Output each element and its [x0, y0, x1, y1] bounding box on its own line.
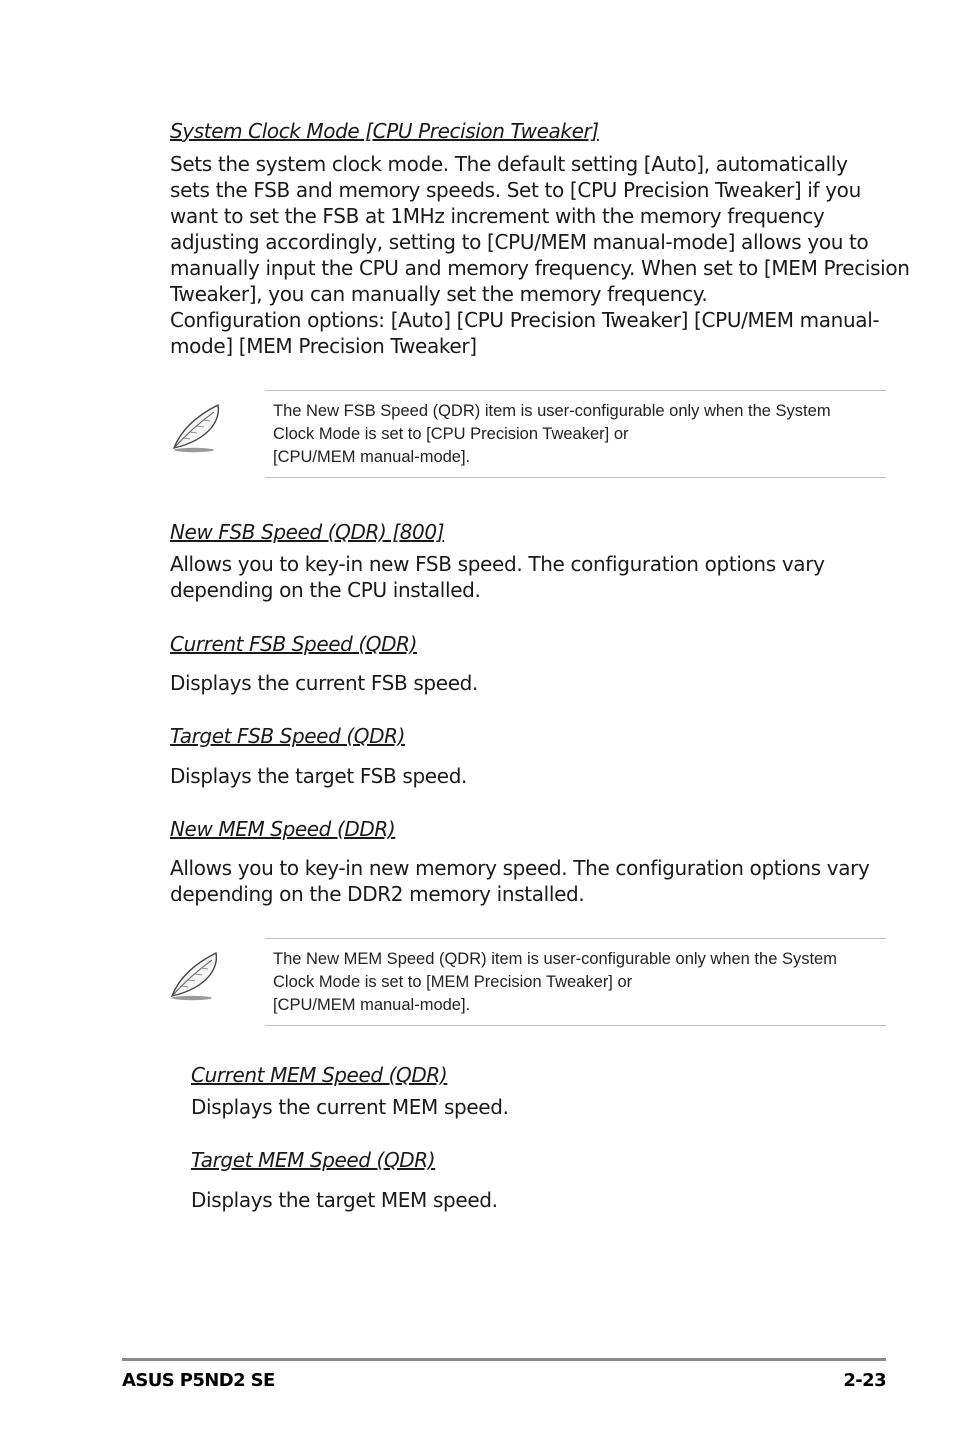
note-box-fsb — [265, 390, 886, 478]
note-text-fsb — [273, 400, 831, 469]
current-mem-speed-heading: Current MEM Speed (QDR) — [191, 1063, 448, 1087]
note-text-mem — [273, 948, 837, 1017]
feather-pen-note-icon — [168, 400, 228, 458]
current-fsb-speed-heading: Current FSB Speed (QDR) — [170, 632, 418, 656]
note-fsb-line-3: [CPU/MEM manual-mode]. — [273, 448, 471, 466]
new-fsb-speed-heading: New FSB Speed (QDR) [800] — [170, 520, 445, 544]
target-fsb-speed-description: Displays the target FSB speed. — [170, 764, 468, 788]
system-clock-line-8: mode] [MEM Precision Tweaker] — [170, 334, 477, 358]
system-clock-line-2: sets the FSB and memory speeds. Set to [CPU Precision Tweaker] if you — [170, 178, 861, 202]
system-clock-mode-description — [170, 151, 910, 359]
new-fsb-line-1: Allows you to key-in new FSB speed. The configuration options vary — [170, 552, 825, 576]
system-clock-line-7: Configuration options: [Auto] [CPU Precision Tweaker] [CPU/MEM manual- — [170, 308, 880, 332]
note-fsb-line-1: The New FSB Speed (QDR) item is user-configurable only when the System — [273, 402, 831, 420]
new-mem-speed-heading: New MEM Speed (DDR) — [170, 817, 396, 841]
system-clock-line-1: Sets the system clock mode. The default setting [Auto], automatically — [170, 152, 848, 176]
note-mem-line-1: The New MEM Speed (QDR) item is user-configurable only when the System — [273, 950, 837, 968]
feather-pen-note-icon — [166, 948, 226, 1006]
system-clock-line-6: Tweaker], you can manually set the memory frequency. — [170, 282, 708, 306]
footer-product-name: ASUS P5ND2 SE — [122, 1370, 275, 1391]
system-clock-line-3: want to set the FSB at 1MHz increment with the memory frequency — [170, 204, 825, 228]
footer-rule — [122, 1358, 886, 1361]
footer-page-number: 2-23 — [843, 1370, 886, 1391]
note-box-mem — [265, 938, 886, 1026]
current-mem-speed-description: Displays the current MEM speed. — [191, 1095, 509, 1119]
note-fsb-line-2: Clock Mode is set to [CPU Precision Tweaker] or — [273, 425, 629, 443]
target-mem-speed-description: Displays the target MEM speed. — [191, 1188, 498, 1212]
current-fsb-speed-description: Displays the current FSB speed. — [170, 671, 479, 695]
new-mem-speed-description — [170, 855, 870, 907]
new-fsb-line-2: depending on the CPU installed. — [170, 578, 481, 602]
target-mem-speed-heading: Target MEM Speed (QDR) — [191, 1148, 436, 1172]
system-clock-line-4: adjusting accordingly, setting to [CPU/MEM manual-mode] allows you to — [170, 230, 869, 254]
target-fsb-speed-heading: Target FSB Speed (QDR) — [170, 724, 405, 748]
new-fsb-speed-description — [170, 551, 825, 603]
note-mem-line-2: Clock Mode is set to [MEM Precision Tweaker] or — [273, 973, 633, 991]
system-clock-line-5: manually input the CPU and memory frequency. When set to [MEM Precision — [170, 256, 910, 280]
system-clock-mode-heading: System Clock Mode [CPU Precision Tweaker] — [170, 119, 599, 143]
note-mem-line-3: [CPU/MEM manual-mode]. — [273, 996, 471, 1014]
new-mem-line-2: depending on the DDR2 memory installed. — [170, 882, 585, 906]
new-mem-line-1: Allows you to key-in new memory speed. The configuration options vary — [170, 856, 870, 880]
